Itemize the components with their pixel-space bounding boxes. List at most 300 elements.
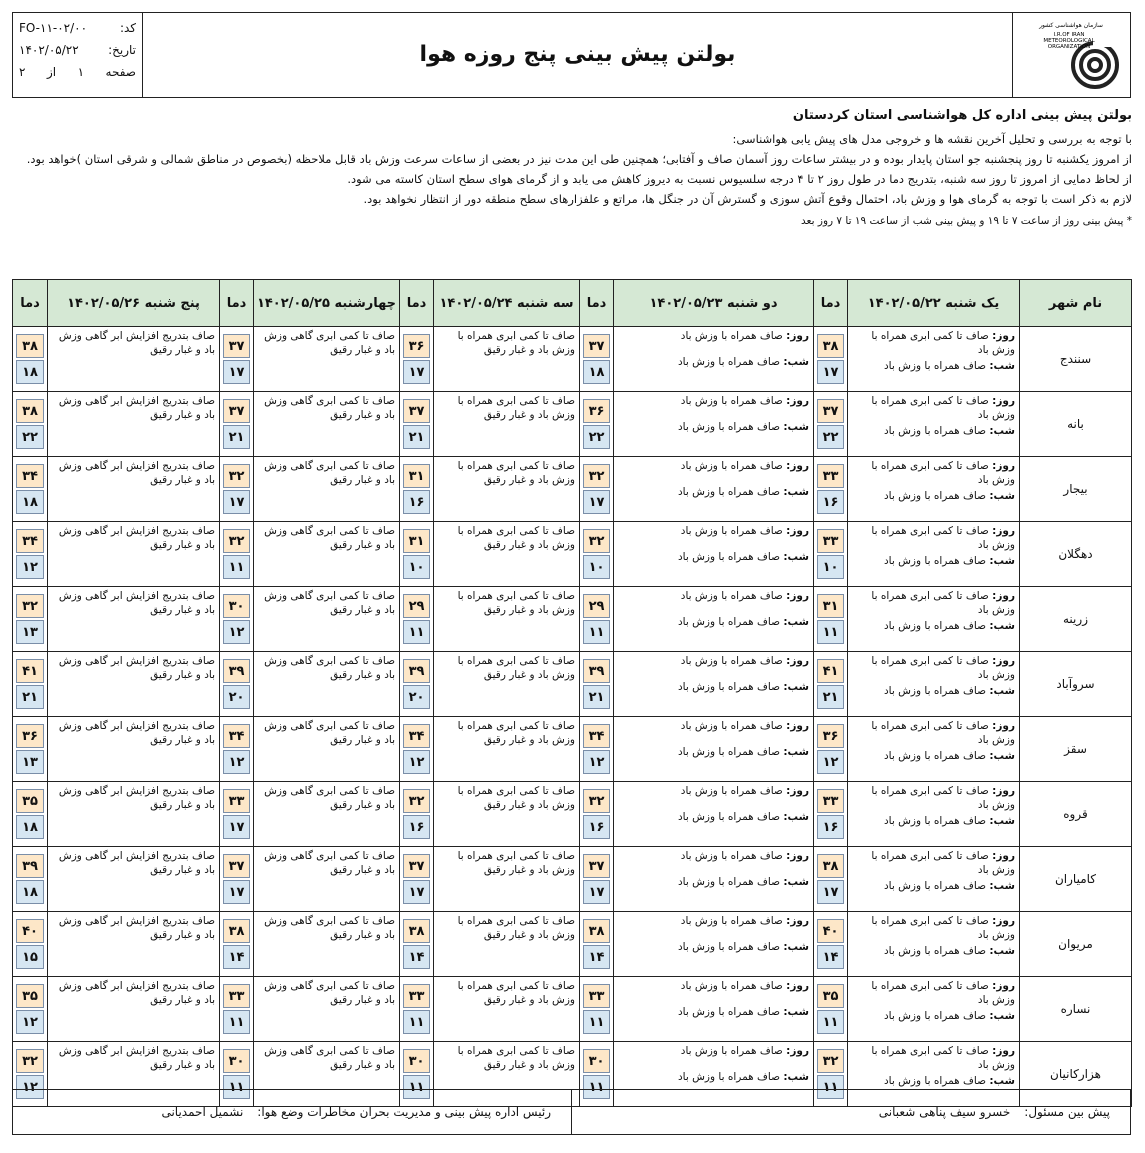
max-temperature: ۴۱ xyxy=(817,659,844,683)
table-row xyxy=(13,587,1132,652)
night-forecast-line xyxy=(618,1005,809,1019)
max-temperature: ۳۲ xyxy=(583,789,610,813)
forecast-text: صاف بتدریج افزایش ابر گاهی وزش باد و غبار رقیق xyxy=(58,915,215,941)
max-temperature: ۳۸ xyxy=(403,919,430,943)
temperature-cell-day-3 xyxy=(400,977,434,1042)
table-row xyxy=(13,327,1132,392)
forecast-text: صاف تا کمی ابری گاهی وزش باد و غبار رقیق xyxy=(264,655,395,681)
night-forecast-text: صاف همراه با وزش باد xyxy=(883,425,987,437)
day-forecast-text: صاف تا کمی ابری همراه با وزش باد xyxy=(871,460,1015,486)
temperature-cell-day-3 xyxy=(400,327,434,392)
forecast-text: صاف بتدریج افزایش ابر گاهی وزش باد و غبار رقیق xyxy=(58,655,215,681)
day-forecast-line xyxy=(618,459,809,473)
min-temperature: ۱۸ xyxy=(16,490,44,514)
night-forecast-text: صاف همراه با وزش باد xyxy=(677,616,781,628)
signature-footer xyxy=(12,1089,1131,1135)
department-head-name: نشمیل احمدیانی xyxy=(161,1105,244,1119)
day-forecast-line xyxy=(618,784,809,798)
table-row xyxy=(13,392,1132,457)
night-forecast-text: صاف همراه با وزش باد xyxy=(883,490,987,502)
day-label: روز: xyxy=(786,915,809,927)
forecast-description-day-1 xyxy=(848,977,1020,1042)
night-label: شب: xyxy=(989,425,1015,437)
temperature-cell-day-3 xyxy=(400,847,434,912)
min-temperature: ۱۴ xyxy=(817,945,844,969)
forecast-text: صاف تا کمی ابری گاهی وزش باد و غبار رقیق xyxy=(264,850,395,876)
temperature-cell-day-4 xyxy=(220,717,254,782)
day-header-2: دو شنبه ۱۴۰۲/۰۵/۲۳ xyxy=(614,280,814,327)
min-temperature: ۱۳ xyxy=(16,750,44,774)
page-of: از xyxy=(46,65,57,79)
forecast-description-day-5 xyxy=(48,522,220,587)
night-forecast-text: صاف همراه با وزش باد xyxy=(883,815,987,827)
bulletin-header xyxy=(12,12,1131,98)
temperature-cell-day-3 xyxy=(400,522,434,587)
night-forecast-line xyxy=(852,489,1015,503)
max-temperature: ۳۵ xyxy=(16,984,44,1008)
day-label: روز: xyxy=(992,850,1015,862)
day-forecast-text: صاف همراه با وزش باد xyxy=(680,720,783,732)
night-forecast-line xyxy=(852,944,1015,958)
min-temperature: ۲۲ xyxy=(16,425,44,449)
city-name: کامیاران xyxy=(1020,847,1132,912)
min-temperature: ۱۱ xyxy=(223,1010,250,1034)
forecast-description-day-1 xyxy=(848,587,1020,652)
min-temperature: ۱۶ xyxy=(583,815,610,839)
temperature-cell-day-4 xyxy=(220,652,254,717)
forecast-description-day-3 xyxy=(434,782,580,847)
night-forecast-line xyxy=(852,749,1015,763)
day-header-3: سه شنبه ۱۴۰۲/۰۵/۲۴ xyxy=(434,280,580,327)
day-forecast-line xyxy=(852,459,1015,487)
min-temperature: ۱۲ xyxy=(403,750,430,774)
night-forecast-text: صاف همراه با وزش باد xyxy=(677,811,781,823)
night-label: شب: xyxy=(783,1071,809,1083)
temperature-cell-day-1 xyxy=(814,912,848,977)
page-title: بولتن پیش بینی پنج روزه هوا xyxy=(419,42,736,67)
forecast-description-day-3 xyxy=(434,717,580,782)
city-name: سروآباد xyxy=(1020,652,1132,717)
forecast-text: صاف تا کمی ابری گاهی وزش باد و غبار رقیق xyxy=(264,785,395,811)
temperature-cell-day-5 xyxy=(13,587,48,652)
max-temperature: ۳۷ xyxy=(583,334,610,358)
temperature-cell-day-3 xyxy=(400,392,434,457)
forecast-text: صاف بتدریج افزایش ابر گاهی وزش باد و غبار رقیق xyxy=(58,590,215,616)
forecast-description-day-5 xyxy=(48,457,220,522)
max-temperature: ۳۶ xyxy=(403,334,430,358)
max-temperature: ۳۷ xyxy=(223,334,250,358)
max-temperature: ۳۵ xyxy=(817,984,844,1008)
max-temperature: ۳۰ xyxy=(403,1049,430,1073)
day-forecast-line xyxy=(852,914,1015,942)
day-label: روز: xyxy=(992,1045,1015,1057)
temperature-cell-day-5 xyxy=(13,392,48,457)
forecast-description-day-5 xyxy=(48,652,220,717)
day-label: روز: xyxy=(786,1045,809,1057)
page-number: ۱ xyxy=(77,65,85,79)
night-forecast-line xyxy=(618,680,809,694)
max-temperature: ۳۱ xyxy=(403,464,430,488)
max-temperature: ۳۳ xyxy=(403,984,430,1008)
forecast-text: صاف تا کمی ابری همراه با وزش باد و غبار رقیق xyxy=(457,915,575,941)
forecast-text: صاف تا کمی ابری گاهی وزش باد و غبار رقیق xyxy=(264,525,395,551)
min-temperature: ۱۲ xyxy=(16,1010,44,1034)
max-temperature: ۳۹ xyxy=(16,854,44,878)
min-temperature: ۱۸ xyxy=(16,815,44,839)
night-forecast-text: صاف همراه با وزش باد xyxy=(677,681,781,693)
night-forecast-text: صاف همراه با وزش باد xyxy=(677,1071,781,1083)
max-temperature: ۳۲ xyxy=(223,464,250,488)
temp-header-4: دما xyxy=(220,280,254,327)
min-temperature: ۲۲ xyxy=(817,425,844,449)
temperature-cell-day-1 xyxy=(814,327,848,392)
day-forecast-text: صاف تا کمی ابری همراه با وزش باد xyxy=(871,330,1015,356)
night-forecast-text: صاف همراه با وزش باد xyxy=(677,1006,781,1018)
city-name: قروه xyxy=(1020,782,1132,847)
temperature-cell-day-2 xyxy=(580,327,614,392)
forecast-text: صاف تا کمی ابری همراه با وزش باد و غبار رقیق xyxy=(457,720,575,746)
night-forecast-line xyxy=(852,359,1015,373)
min-temperature: ۲۰ xyxy=(403,685,430,709)
min-temperature: ۱۸ xyxy=(583,360,610,384)
day-label: روز: xyxy=(992,525,1015,537)
forecast-description-day-4 xyxy=(254,717,400,782)
forecast-description-day-4 xyxy=(254,847,400,912)
day-label: روز: xyxy=(992,720,1015,732)
max-temperature: ۳۲ xyxy=(16,1049,44,1073)
max-temperature: ۳۰ xyxy=(223,1049,250,1073)
day-label: روز: xyxy=(786,330,809,342)
day-forecast-text: صاف تا کمی ابری همراه با وزش باد xyxy=(871,785,1015,811)
min-temperature: ۱۶ xyxy=(403,815,430,839)
max-temperature: ۳۸ xyxy=(223,919,250,943)
meteorological-organization-logo xyxy=(1012,13,1130,97)
temperature-cell-day-3 xyxy=(400,717,434,782)
night-forecast-line xyxy=(618,550,809,564)
min-temperature: ۱۱ xyxy=(223,1075,250,1099)
temperature-cell-day-2 xyxy=(580,587,614,652)
temperature-cell-day-3 xyxy=(400,587,434,652)
temperature-cell-day-5 xyxy=(13,782,48,847)
day-forecast-line xyxy=(618,524,809,538)
max-temperature: ۳۱ xyxy=(817,594,844,618)
night-label: شب: xyxy=(783,681,809,693)
day-forecast-text: صاف تا کمی ابری همراه با وزش باد xyxy=(871,915,1015,941)
table-row xyxy=(13,457,1132,522)
min-temperature: ۱۵ xyxy=(16,945,44,969)
day-forecast-text: صاف همراه با وزش باد xyxy=(680,590,783,602)
page-total: ۲ xyxy=(19,65,26,79)
max-temperature: ۳۲ xyxy=(583,529,610,553)
night-forecast-line xyxy=(618,875,809,889)
forecast-text: صاف تا کمی ابری همراه با وزش باد و غبار رقیق xyxy=(457,330,575,356)
day-forecast-line xyxy=(852,784,1015,812)
forecast-description-day-4 xyxy=(254,457,400,522)
day-label: روز: xyxy=(786,850,809,862)
day-label: روز: xyxy=(786,460,809,472)
min-temperature: ۱۷ xyxy=(403,360,430,384)
svg-text:METEOROLOGICAL: METEOROLOGICAL xyxy=(1043,38,1095,44)
temperature-cell-day-1 xyxy=(814,847,848,912)
min-temperature: ۱۸ xyxy=(16,880,44,904)
temperature-cell-day-4 xyxy=(220,782,254,847)
night-label: شب: xyxy=(783,486,809,498)
min-temperature: ۱۱ xyxy=(403,1010,430,1034)
max-temperature: ۳۷ xyxy=(223,399,250,423)
day-forecast-line xyxy=(618,1044,809,1058)
temperature-cell-day-1 xyxy=(814,522,848,587)
night-label: شب: xyxy=(989,945,1015,957)
forecaster-cell xyxy=(572,1090,1130,1134)
min-temperature: ۱۲ xyxy=(16,555,44,579)
max-temperature: ۳۷ xyxy=(817,399,844,423)
day-label: روز: xyxy=(992,785,1015,797)
min-temperature: ۱۱ xyxy=(817,1010,844,1034)
forecast-text: صاف بتدریج افزایش ابر گاهی وزش باد و غبار رقیق xyxy=(58,525,215,551)
night-forecast-text: صاف همراه با وزش باد xyxy=(883,555,987,567)
night-forecast-text: صاف همراه با وزش باد xyxy=(883,1075,987,1087)
forecast-text: صاف بتدریج افزایش ابر گاهی وزش باد و غبار رقیق xyxy=(58,330,215,356)
temperature-cell-day-1 xyxy=(814,457,848,522)
max-temperature: ۳۹ xyxy=(223,659,250,683)
night-label: شب: xyxy=(783,551,809,563)
temperature-cell-day-1 xyxy=(814,652,848,717)
min-temperature: ۱۴ xyxy=(223,945,250,969)
date-label: تاریخ: xyxy=(108,43,136,57)
min-temperature: ۱۰ xyxy=(403,555,430,579)
max-temperature: ۳۳ xyxy=(817,464,844,488)
temperature-cell-day-2 xyxy=(580,847,614,912)
night-label: شب: xyxy=(989,1075,1015,1087)
forecast-text: صاف بتدریج افزایش ابر گاهی وزش باد و غبار رقیق xyxy=(58,395,215,421)
night-label: شب: xyxy=(783,876,809,888)
temperature-cell-day-4 xyxy=(220,457,254,522)
forecast-description-day-1 xyxy=(848,912,1020,977)
day-forecast-text: صاف تا کمی ابری همراه با وزش باد xyxy=(871,980,1015,1006)
max-temperature: ۲۹ xyxy=(403,594,430,618)
forecast-text: صاف تا کمی ابری همراه با وزش باد و غبار رقیق xyxy=(457,655,575,681)
night-forecast-line xyxy=(852,684,1015,698)
table-row xyxy=(13,912,1132,977)
forecast-description-day-5 xyxy=(48,782,220,847)
day-forecast-text: صاف تا کمی ابری همراه با وزش باد xyxy=(871,720,1015,746)
min-temperature: ۱۴ xyxy=(403,945,430,969)
date-value: ۱۴۰۲/۰۵/۲۲ xyxy=(19,43,79,57)
forecast-description-day-4 xyxy=(254,912,400,977)
temperature-cell-day-5 xyxy=(13,327,48,392)
temperature-cell-day-1 xyxy=(814,392,848,457)
night-forecast-text: صاف همراه با وزش باد xyxy=(677,356,781,368)
night-forecast-line xyxy=(852,1009,1015,1023)
day-label: روز: xyxy=(786,590,809,602)
day-label: روز: xyxy=(786,395,809,407)
city-name: زرینه xyxy=(1020,587,1132,652)
min-temperature: ۱۱ xyxy=(817,620,844,644)
day-forecast-line xyxy=(852,394,1015,422)
night-label: شب: xyxy=(783,811,809,823)
night-forecast-text: صاف همراه با وزش باد xyxy=(883,1010,987,1022)
max-temperature: ۳۸ xyxy=(817,854,844,878)
day-forecast-line xyxy=(618,719,809,733)
min-temperature: ۱۱ xyxy=(583,1075,610,1099)
forecast-text: صاف تا کمی ابری گاهی وزش باد و غبار رقیق xyxy=(264,915,395,941)
night-forecast-text: صاف همراه با وزش باد xyxy=(883,620,987,632)
temperature-cell-day-2 xyxy=(580,977,614,1042)
forecast-description-day-3 xyxy=(434,587,580,652)
forecast-description-day-2 xyxy=(614,457,814,522)
day-label: روز: xyxy=(992,915,1015,927)
max-temperature: ۳۳ xyxy=(817,529,844,553)
forecast-description-day-1 xyxy=(848,327,1020,392)
max-temperature: ۲۹ xyxy=(583,594,610,618)
day-header-1: یک شنبه ۱۴۰۲/۰۵/۲۲ xyxy=(848,280,1020,327)
min-temperature: ۱۲ xyxy=(817,750,844,774)
forecast-text: صاف بتدریج افزایش ابر گاهی وزش باد و غبار رقیق xyxy=(58,1045,215,1071)
forecast-description-day-2 xyxy=(614,392,814,457)
forecast-description-day-2 xyxy=(614,327,814,392)
city-name: نساره xyxy=(1020,977,1132,1042)
night-forecast-text: صاف همراه با وزش باد xyxy=(677,486,781,498)
table-row xyxy=(13,847,1132,912)
night-forecast-text: صاف همراه با وزش باد xyxy=(677,421,781,433)
city-name: بیجار xyxy=(1020,457,1132,522)
day-label: روز: xyxy=(786,655,809,667)
intro-section xyxy=(14,108,1132,231)
forecast-text: صاف بتدریج افزایش ابر گاهی وزش باد و غبار رقیق xyxy=(58,785,215,811)
night-label: شب: xyxy=(989,880,1015,892)
forecast-text: صاف تا کمی ابری همراه با وزش باد و غبار رقیق xyxy=(457,1045,575,1071)
temperature-cell-day-3 xyxy=(400,782,434,847)
night-forecast-text: صاف همراه با وزش باد xyxy=(883,880,987,892)
table-header-row xyxy=(13,280,1132,327)
day-forecast-line xyxy=(852,1044,1015,1072)
night-forecast-line xyxy=(618,810,809,824)
forecast-description-day-4 xyxy=(254,522,400,587)
min-temperature: ۱۷ xyxy=(583,490,610,514)
day-forecast-text: صاف همراه با وزش باد xyxy=(680,460,783,472)
temperature-cell-day-3 xyxy=(400,912,434,977)
forecast-description-day-3 xyxy=(434,652,580,717)
forecaster-name: خسرو سیف پناهی شعبانی xyxy=(878,1105,1011,1119)
night-forecast-line xyxy=(852,879,1015,893)
temperature-cell-day-2 xyxy=(580,522,614,587)
forecast-description-day-1 xyxy=(848,522,1020,587)
min-temperature: ۱۷ xyxy=(817,360,844,384)
table-row xyxy=(13,652,1132,717)
forecast-description-day-3 xyxy=(434,327,580,392)
min-temperature: ۲۱ xyxy=(403,425,430,449)
svg-text:I.R.OF IRAN: I.R.OF IRAN xyxy=(1053,32,1085,38)
night-label: شب: xyxy=(989,555,1015,567)
day-forecast-text: صاف همراه با وزش باد xyxy=(680,850,783,862)
temp-header-3: دما xyxy=(400,280,434,327)
min-temperature: ۲۱ xyxy=(223,425,250,449)
night-forecast-text: صاف همراه با وزش باد xyxy=(883,360,987,372)
day-label: روز: xyxy=(992,655,1015,667)
temperature-cell-day-1 xyxy=(814,977,848,1042)
forecaster-label: پیش بین مسئول: xyxy=(1024,1105,1110,1119)
max-temperature: ۴۰ xyxy=(16,919,44,943)
day-forecast-text: صاف همراه با وزش باد xyxy=(680,525,783,537)
forecast-text: صاف بتدریج افزایش ابر گاهی وزش باد و غبار رقیق xyxy=(58,980,215,1006)
forecast-description-day-1 xyxy=(848,847,1020,912)
forecast-text: صاف تا کمی ابری همراه با وزش باد و غبار رقیق xyxy=(457,590,575,616)
department-head-label: رئیس اداره پیش بینی و مدیریت بحران مخاطرات وضع هوا: xyxy=(257,1105,551,1119)
max-temperature: ۳۴ xyxy=(16,464,44,488)
min-temperature: ۱۱ xyxy=(403,620,430,644)
day-forecast-text: صاف تا کمی ابری همراه با وزش باد xyxy=(871,395,1015,421)
night-forecast-line xyxy=(618,615,809,629)
temperature-cell-day-4 xyxy=(220,977,254,1042)
max-temperature: ۳۳ xyxy=(817,789,844,813)
max-temperature: ۳۷ xyxy=(403,399,430,423)
temperature-cell-day-4 xyxy=(220,327,254,392)
min-temperature: ۱۷ xyxy=(223,880,250,904)
forecast-description-day-4 xyxy=(254,392,400,457)
intro-paragraph-1: با توجه به بررسی و تحلیل آخرین نقشه ها و خروجی مدل های پیش یابی هواشناسی: xyxy=(732,132,1132,146)
temperature-cell-day-5 xyxy=(13,977,48,1042)
min-temperature: ۱۷ xyxy=(223,815,250,839)
day-forecast-text: صاف همراه با وزش باد xyxy=(680,915,783,927)
temperature-cell-day-2 xyxy=(580,717,614,782)
temperature-cell-day-5 xyxy=(13,847,48,912)
max-temperature: ۳۲ xyxy=(16,594,44,618)
forecast-description-day-2 xyxy=(614,977,814,1042)
day-label: روز: xyxy=(992,395,1015,407)
night-label: شب: xyxy=(989,360,1015,372)
night-forecast-line xyxy=(618,745,809,759)
forecast-text: صاف تا کمی ابری همراه با وزش باد و غبار رقیق xyxy=(457,395,575,421)
temperature-cell-day-5 xyxy=(13,912,48,977)
city-name: دهگلان xyxy=(1020,522,1132,587)
forecast-description-day-5 xyxy=(48,717,220,782)
forecast-table xyxy=(12,279,1132,1107)
forecast-text: صاف تا کمی ابری گاهی وزش باد و غبار رقیق xyxy=(264,395,395,421)
min-temperature: ۱۷ xyxy=(223,360,250,384)
night-label: شب: xyxy=(989,490,1015,502)
intro-paragraph-3: از لحاظ دمایی از امروز تا روز سه شنبه، بتدریج دما در طول روز ۲ تا ۴ درجه سلسیوس نسبت به دیروز کاهش می یابد و از گرمای هوای سطح استان کاسته می شود. xyxy=(347,172,1132,186)
temperature-cell-day-2 xyxy=(580,457,614,522)
min-temperature: ۲۲ xyxy=(583,425,610,449)
max-temperature: ۳۹ xyxy=(403,659,430,683)
city-name: بانه xyxy=(1020,392,1132,457)
min-temperature: ۱۲ xyxy=(223,750,250,774)
forecast-text: صاف تا کمی ابری همراه با وزش باد و غبار رقیق xyxy=(457,785,575,811)
max-temperature: ۳۴ xyxy=(16,529,44,553)
table-row xyxy=(13,977,1132,1042)
day-forecast-text: صاف تا کمی ابری همراه با وزش باد xyxy=(871,525,1015,551)
night-forecast-line xyxy=(618,940,809,954)
code-label: کد: xyxy=(119,21,136,35)
city-name: سقز xyxy=(1020,717,1132,782)
min-temperature: ۱۱ xyxy=(403,1075,430,1099)
temp-header-5: دما xyxy=(13,280,48,327)
max-temperature: ۳۶ xyxy=(817,724,844,748)
forecast-description-day-5 xyxy=(48,327,220,392)
temperature-cell-day-2 xyxy=(580,912,614,977)
min-temperature: ۱۱ xyxy=(223,555,250,579)
max-temperature: ۴۰ xyxy=(817,919,844,943)
forecast-description-day-4 xyxy=(254,782,400,847)
night-forecast-line xyxy=(852,814,1015,828)
temperature-cell-day-1 xyxy=(814,717,848,782)
forecast-description-day-2 xyxy=(614,587,814,652)
max-temperature: ۴۱ xyxy=(16,659,44,683)
day-forecast-line xyxy=(852,329,1015,357)
forecast-description-day-4 xyxy=(254,587,400,652)
day-forecast-text: صاف همراه با وزش باد xyxy=(680,655,783,667)
forecast-description-day-4 xyxy=(254,977,400,1042)
